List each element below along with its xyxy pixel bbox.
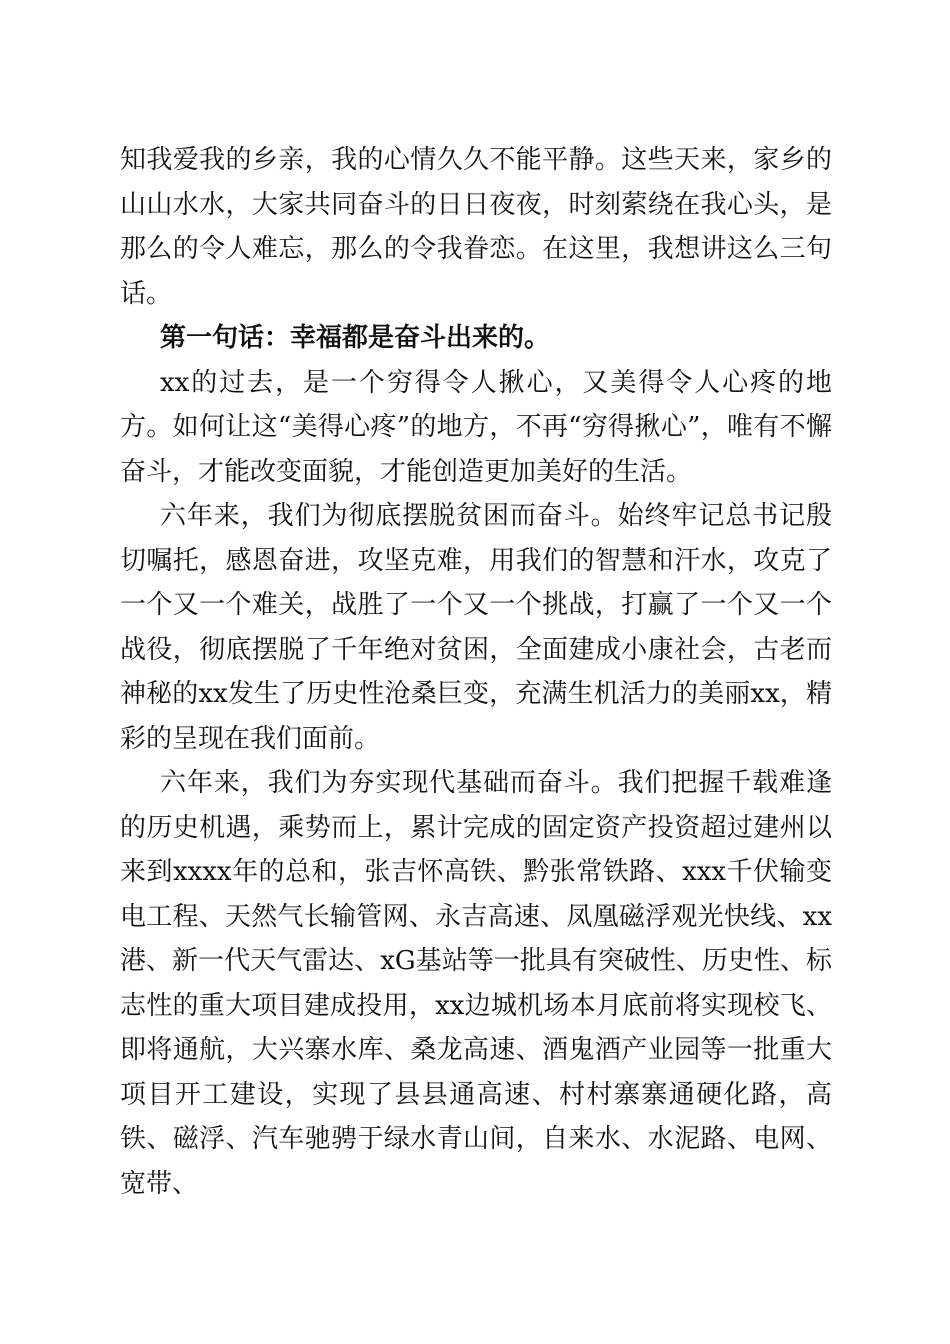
document-body [120, 138, 832, 1206]
section-heading: 第一句话：幸福都是奋斗出来的。 [160, 323, 551, 353]
paragraph: 六年来，我们为夯实现代基础而奋斗。我们把握千载难逢的历史机遇，乘势而上，累计完成的固定资产投资超过建州以来到xxxx年的总和，张吉怀高铁、黔张常铁路、xxx千伏输变电工程、天然气长输管网、永吉高速、凤凰磁浮观光快线、xx港、新一代天气雷达、xG基站等一批具有突破性、历史性、标志性的重大项目建成投用，xx边城机场本月底前将实现校飞、即将通航，大兴寨水库、桑龙高速、酒鬼酒产业园等一批重大项目开工建设，实现了县县通高速、村村寨寨通硬化路，高铁、磁浮、汽车驰骋于绿水青山间，自来水、水泥路、电网、宽带、 [120, 768, 832, 1199]
paragraph-continuation: 知我爱我的乡亲，我的心情久久不能平静。这些天来，家乡的山山水水，大家共同奋斗的日日夜夜，时刻萦绕在我心头，是那么的令人难忘，那么的令我眷恋。在这里，我想讲这么三句话。 [120, 145, 832, 309]
paragraph: xx的过去，是一个穷得令人揪心，又美得令人心疼的地方。如何让这“美得心疼”的地方，不再“穷得揪心”，唯有不懈奋斗，才能改变面貌，才能创造更加美好的生活。 [120, 367, 832, 487]
paragraph: 六年来，我们为彻底摆脱贫困而奋斗。始终牢记总书记殷切嘱托，感恩奋进，攻坚克难，用我们的智慧和汗水，攻克了一个又一个难关，战胜了一个又一个挑战，打赢了一个又一个战役，彻底摆脱了千年绝对贫困，全面建成小康社会，古老而神秘的xx发生了历史性沧桑巨变，充满生机活力的美丽xx，精彩的呈现在我们面前。 [120, 501, 832, 754]
